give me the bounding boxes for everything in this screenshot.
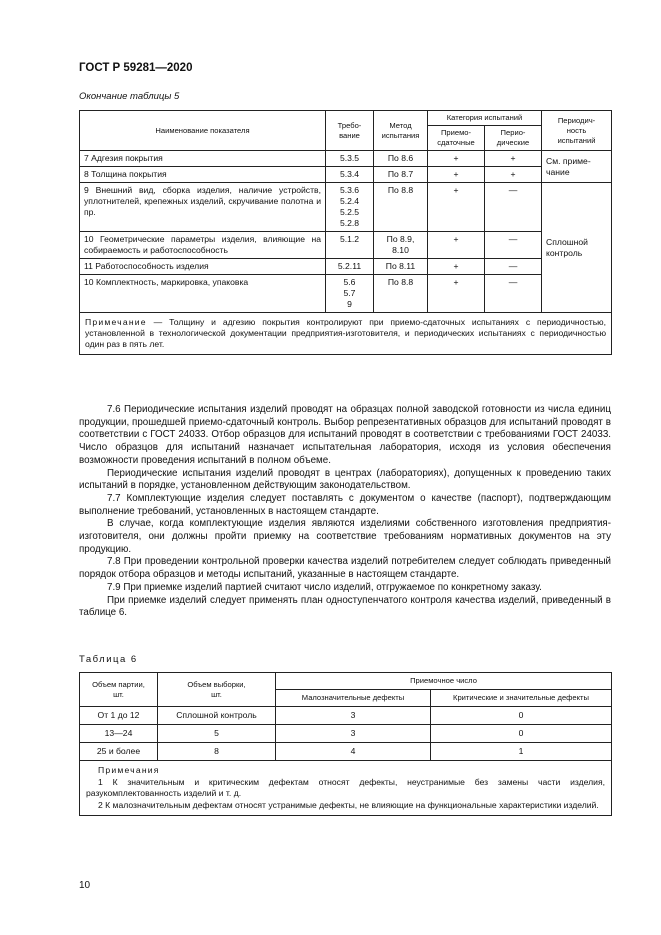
table-row bbox=[80, 151, 612, 167]
row-req: 5.2.11 bbox=[326, 259, 374, 275]
row-method: По 8.7 bbox=[374, 167, 428, 183]
table-row bbox=[80, 707, 612, 725]
paragraph: 7.8 При проведении контрольной проверки качества изделий потребителем следует соблюдать приведенный порядок отбора образцов и методы испытаний, указанные в настоящем стандарте. bbox=[79, 556, 611, 581]
row-minor: 4 bbox=[276, 743, 431, 761]
row-per: — bbox=[485, 259, 542, 275]
row-acc: + bbox=[428, 151, 485, 167]
header-sample: Объем выборки, шт. bbox=[158, 673, 276, 707]
table-row bbox=[80, 259, 612, 275]
row-acc: + bbox=[428, 167, 485, 183]
row-req: 5.3.6 5.2.4 5.2.5 5.2.8 bbox=[326, 183, 374, 232]
table-note-row bbox=[80, 761, 612, 816]
row-critical: 0 bbox=[431, 725, 612, 743]
table5-caption: Окончание таблицы 5 bbox=[79, 91, 180, 102]
header-name: Наименование показателя bbox=[80, 111, 326, 151]
row-req: 5.3.5 bbox=[326, 151, 374, 167]
table-note-row bbox=[80, 313, 612, 355]
table-row bbox=[80, 232, 612, 259]
table6-notes bbox=[80, 761, 612, 816]
row-name: 8 Толщина покрытия bbox=[80, 167, 326, 183]
paragraph: 7.9 При приемке изделий партией считают число изделий, отгружаемое по конкретному заказу. bbox=[107, 581, 542, 593]
table5-note bbox=[80, 313, 612, 355]
table-row bbox=[80, 167, 612, 183]
row-acc: + bbox=[428, 232, 485, 259]
body-text bbox=[79, 404, 611, 620]
row-method: По 8.8 bbox=[374, 183, 428, 232]
row-per: — bbox=[485, 275, 542, 313]
row-per: — bbox=[485, 232, 542, 259]
row-req: 5.1.2 bbox=[326, 232, 374, 259]
header-lot: Объем партии, шт. bbox=[80, 673, 158, 707]
paragraph: Периодические испытания изделий проводят в центрах (лабораториях), допущенных к проведению таких испытаний в порядке, установленном действующим законодательством. bbox=[79, 467, 611, 492]
table-row bbox=[80, 183, 612, 232]
table6-caption: Таблица 6 bbox=[79, 654, 138, 665]
notes-title: Примечания bbox=[98, 765, 160, 775]
paragraph: 7.6 Периодические испытания изделий проводят на образцах полной заводской готовности из числа единиц продукции, прошедшей приемо-сдаточный контроль. Выбор репрезентативных образцов для испытаний проводят в соответствии с ГОСТ 24033. Отбор образцов для испытаний проводят в соответствии с требованиями ГОСТ 24033. Число образцов для испытаний назначает испытательная лаборатория, исходя из условия обеспечения возможности проведения испытаний в полном объеме. bbox=[79, 404, 611, 466]
row-name: 11 Работоспособность изделия bbox=[80, 259, 326, 275]
row-minor: 3 bbox=[276, 725, 431, 743]
row-lot: От 1 до 12 bbox=[80, 707, 158, 725]
header-critical: Критические и значительные дефекты bbox=[431, 690, 612, 707]
header-minor: Малозначительные дефекты bbox=[276, 690, 431, 707]
row-name: 9 Внешний вид, сборка изделия, наличие устройств, уплотнителей, крепежных изделий, скручивание полотна и пр. bbox=[80, 183, 326, 232]
table-row bbox=[80, 725, 612, 743]
row-req: 5.3.4 bbox=[326, 167, 374, 183]
paragraph: В случае, когда комплектующие изделия являются изделиями собственного изготовления предприятия-изготовителя, они должны пройти приемку на соответствие требованиям нормативных документов на эту продукцию. bbox=[79, 518, 611, 555]
row-method: По 8.6 bbox=[374, 151, 428, 167]
note-label: Примечание bbox=[85, 317, 147, 327]
row-name: 10 Комплектность, маркировка, упаковка bbox=[80, 275, 326, 313]
row-lot: 13—24 bbox=[80, 725, 158, 743]
header-acceptance: Приемо- сдаточные bbox=[428, 126, 485, 151]
row-sample: 8 bbox=[158, 743, 276, 761]
row-sample: 5 bbox=[158, 725, 276, 743]
row-sample: Сплошной контроль bbox=[158, 707, 276, 725]
table-5 bbox=[79, 110, 612, 355]
note-2: 2 К малозначительным дефектам относят устранимые дефекты, не влияющие на функциональные характеристики изделий. bbox=[98, 799, 599, 810]
page-number: 10 bbox=[79, 880, 91, 891]
row-critical: 0 bbox=[431, 707, 612, 725]
paragraph: 7.7 Комплектующие изделия следует поставлять с документом о качестве (паспорт), подтверждающим выполнение требований, установленных в настоящем стандарте. bbox=[79, 492, 611, 517]
table-row bbox=[80, 743, 612, 761]
row-name: 7 Адгезия покрытия bbox=[80, 151, 326, 167]
note-text: — Толщину и адгезию покрытия контролируют при приемо-сдаточных испытаниях с периодичностью, установленной в технологической документации предприятия-изготовителя, и периодических испытаниях с периодичностью один раз в пять лет. bbox=[85, 317, 607, 349]
row-acc: + bbox=[428, 275, 485, 313]
row-per: + bbox=[485, 151, 542, 167]
row-method: По 8.11 bbox=[374, 259, 428, 275]
header-category: Категория испытаний bbox=[428, 111, 542, 126]
header-periodic: Перио- дические bbox=[485, 126, 542, 151]
table-header-row bbox=[80, 111, 612, 126]
row-minor: 3 bbox=[276, 707, 431, 725]
row-lot: 25 и более bbox=[80, 743, 158, 761]
standard-header: ГОСТ Р 59281—2020 bbox=[79, 62, 193, 74]
header-periodicity: Периодич- ность испытаний bbox=[542, 111, 612, 151]
table-header-row bbox=[80, 673, 612, 690]
periodicity-continuous: Сплошной контроль bbox=[542, 183, 612, 313]
row-req: 5.6 5.7 9 bbox=[326, 275, 374, 313]
note-1: 1 К значительным и критическим дефектам относят дефекты, неустранимые без замены части изделия, разукомплектованность изделий и т. д. bbox=[86, 776, 605, 798]
header-requirement: Требо- вание bbox=[326, 111, 374, 151]
header-acceptance-number: Приемочное число bbox=[276, 673, 612, 690]
row-method: По 8.9, 8.10 bbox=[374, 232, 428, 259]
row-acc: + bbox=[428, 259, 485, 275]
periodicity-note: См. приме- чание bbox=[542, 151, 612, 183]
row-critical: 1 bbox=[431, 743, 612, 761]
header-method: Метод испытания bbox=[374, 111, 428, 151]
row-per: — bbox=[485, 183, 542, 232]
row-method: По 8.8 bbox=[374, 275, 428, 313]
paragraph: При приемке изделий следует применять план одноступенчатого контроля качества изделий, приведенный в таблице 6. bbox=[79, 594, 611, 619]
table-6 bbox=[79, 672, 612, 816]
row-acc: + bbox=[428, 183, 485, 232]
table-row bbox=[80, 275, 612, 313]
row-per: + bbox=[485, 167, 542, 183]
row-name: 10 Геометрические параметры изделия, влияющие на собираемость и работоспособность bbox=[80, 232, 326, 259]
